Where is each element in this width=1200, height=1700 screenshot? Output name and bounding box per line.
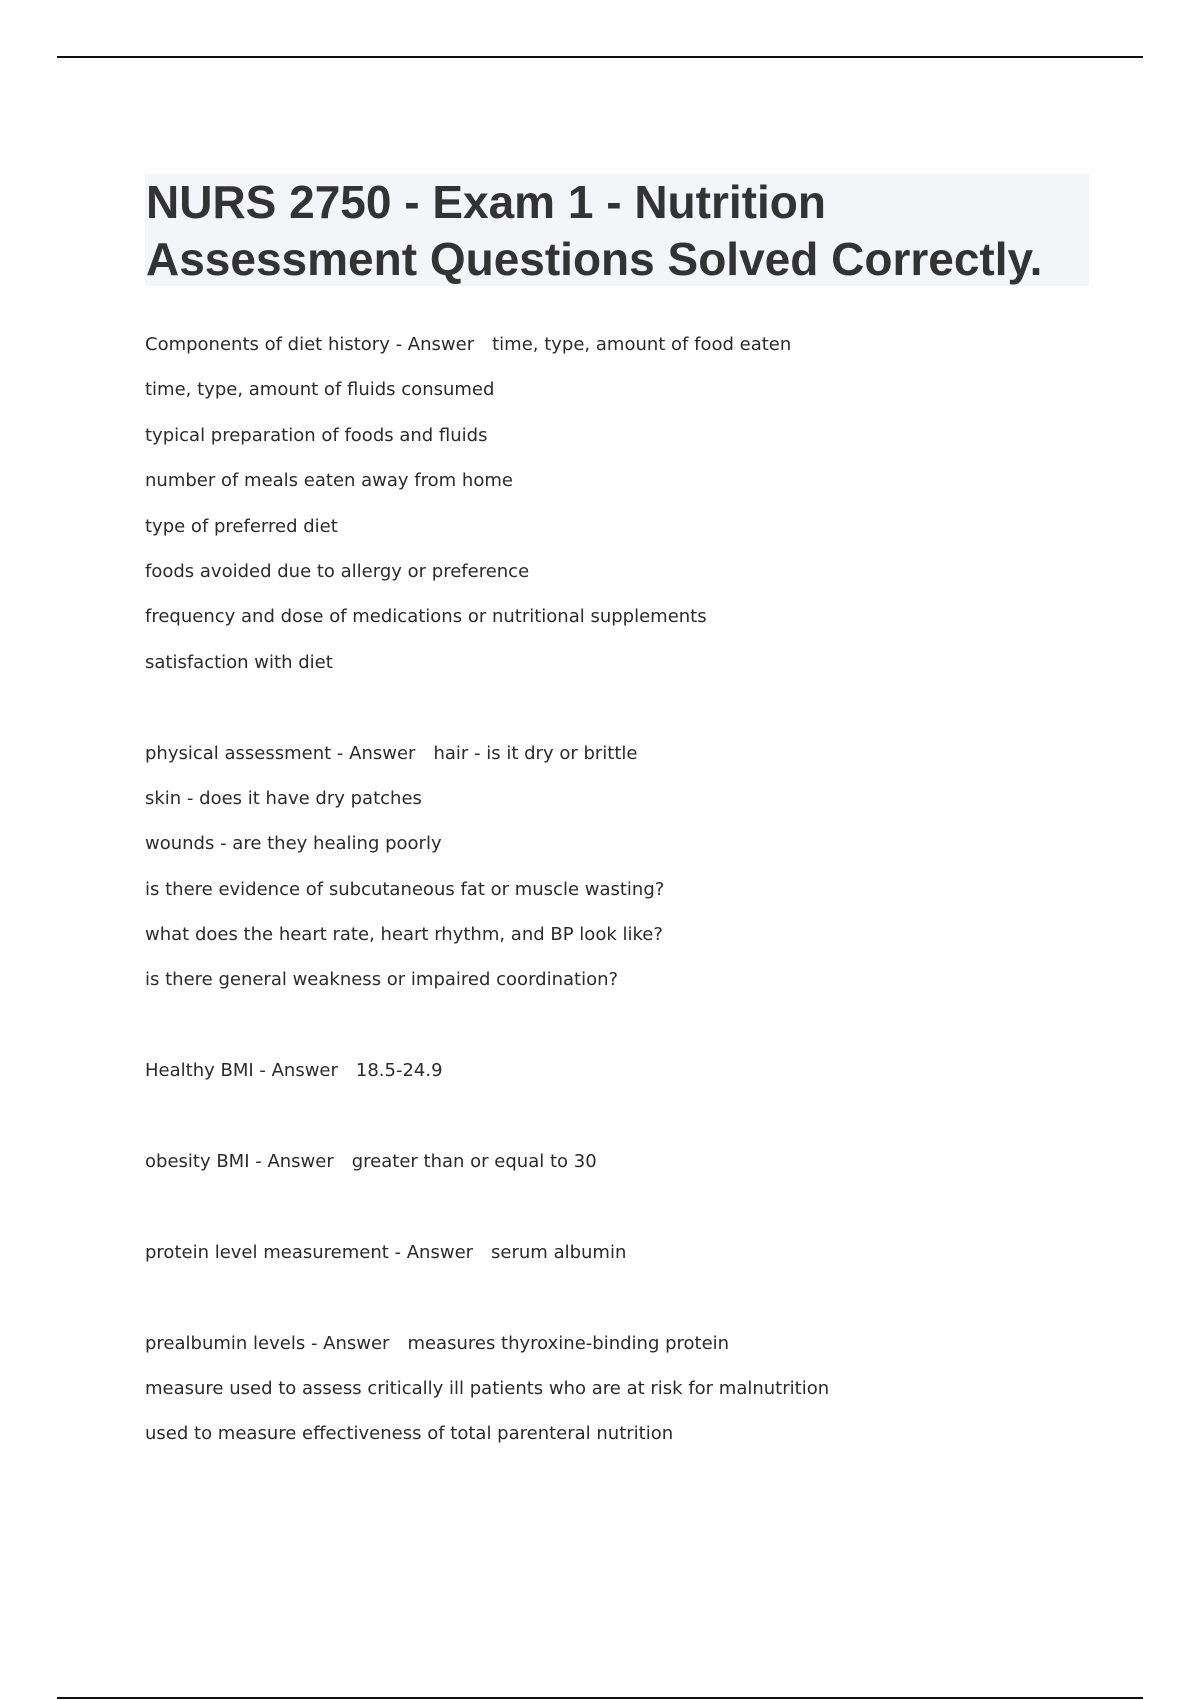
- answer-line: satisfaction with diet: [145, 651, 333, 673]
- title-line-2: Assessment Questions Solved Correctly.: [146, 233, 1043, 285]
- item-spacer: [145, 1012, 1105, 1057]
- answer-line: wounds - are they healing poorly: [145, 833, 442, 855]
- qa-item-healthy-bmi: [145, 1057, 1105, 1102]
- answer-text: measures thyroxine-binding protein: [407, 1332, 730, 1354]
- answer-line: is there evidence of subcutaneous fat or muscle wasting?: [145, 878, 665, 900]
- answer-text: time, type, amount of food eaten: [492, 334, 792, 355]
- answer-line: measure used to assess critically ill patients who are at risk for malnutrition: [145, 1377, 830, 1399]
- document-title: [145, 174, 1089, 288]
- question-text: prealbumin levels - Answer: [145, 1332, 390, 1354]
- qa-line: [145, 1057, 1105, 1102]
- answer-text: 18.5-24.9: [355, 1060, 443, 1082]
- qa-item-physical-assessment: [145, 740, 1105, 1012]
- qa-item-obesity-bmi: [145, 1148, 1105, 1193]
- answer-line: used to measure effectiveness of total parenteral nutrition: [145, 1423, 674, 1445]
- answer-line: skin - does it have dry patches: [145, 787, 422, 809]
- answer-line: is there general weakness or impaired coordination?: [145, 969, 619, 991]
- question-text: Healthy BMI - Answer: [145, 1060, 338, 1082]
- question-text: obesity BMI - Answer: [145, 1151, 334, 1173]
- question-text: physical assessment - Answer: [145, 742, 416, 764]
- answer-line: foods avoided due to allergy or preference: [145, 560, 530, 582]
- qa-line: [145, 740, 1105, 785]
- bottom-rule: [57, 1697, 1143, 1699]
- qa-item-prealbumin: [145, 1330, 1105, 1466]
- title-line-1: NURS 2750 - Exam 1 - Nutrition: [146, 176, 826, 228]
- qa-line: [145, 1239, 1105, 1284]
- answer-line: frequency and dose of medications or nutritional supplements: [145, 606, 707, 628]
- answer-line: time, type, amount of fluids consumed: [145, 379, 495, 401]
- answer-text: greater than or equal to 30: [351, 1151, 597, 1173]
- answer-line: number of meals eaten away from home: [145, 470, 513, 492]
- qa-line: [145, 1330, 1105, 1375]
- item-spacer: [145, 1103, 1105, 1148]
- item-spacer: [145, 694, 1105, 739]
- title-block: [145, 174, 1089, 286]
- question-text: Components of diet history - Answer: [145, 334, 475, 355]
- answer-line: what does the heart rate, heart rhythm, and BP look like?: [145, 924, 663, 946]
- item-spacer: [145, 1284, 1105, 1329]
- answer-text: hair - is it dry or brittle: [433, 742, 638, 764]
- item-spacer: [145, 1193, 1105, 1238]
- top-rule: [57, 56, 1143, 58]
- qa-line: [145, 331, 1105, 376]
- answer-line: typical preparation of foods and fluids: [145, 424, 488, 446]
- qa-line: [145, 1148, 1105, 1193]
- question-text: protein level measurement - Answer: [145, 1241, 474, 1263]
- answer-text: serum albumin: [491, 1241, 627, 1263]
- qa-content: [145, 331, 1105, 1466]
- qa-item-protein-level: [145, 1239, 1105, 1284]
- answer-line: type of preferred diet: [145, 515, 338, 537]
- qa-item-diet-history: [145, 331, 1105, 694]
